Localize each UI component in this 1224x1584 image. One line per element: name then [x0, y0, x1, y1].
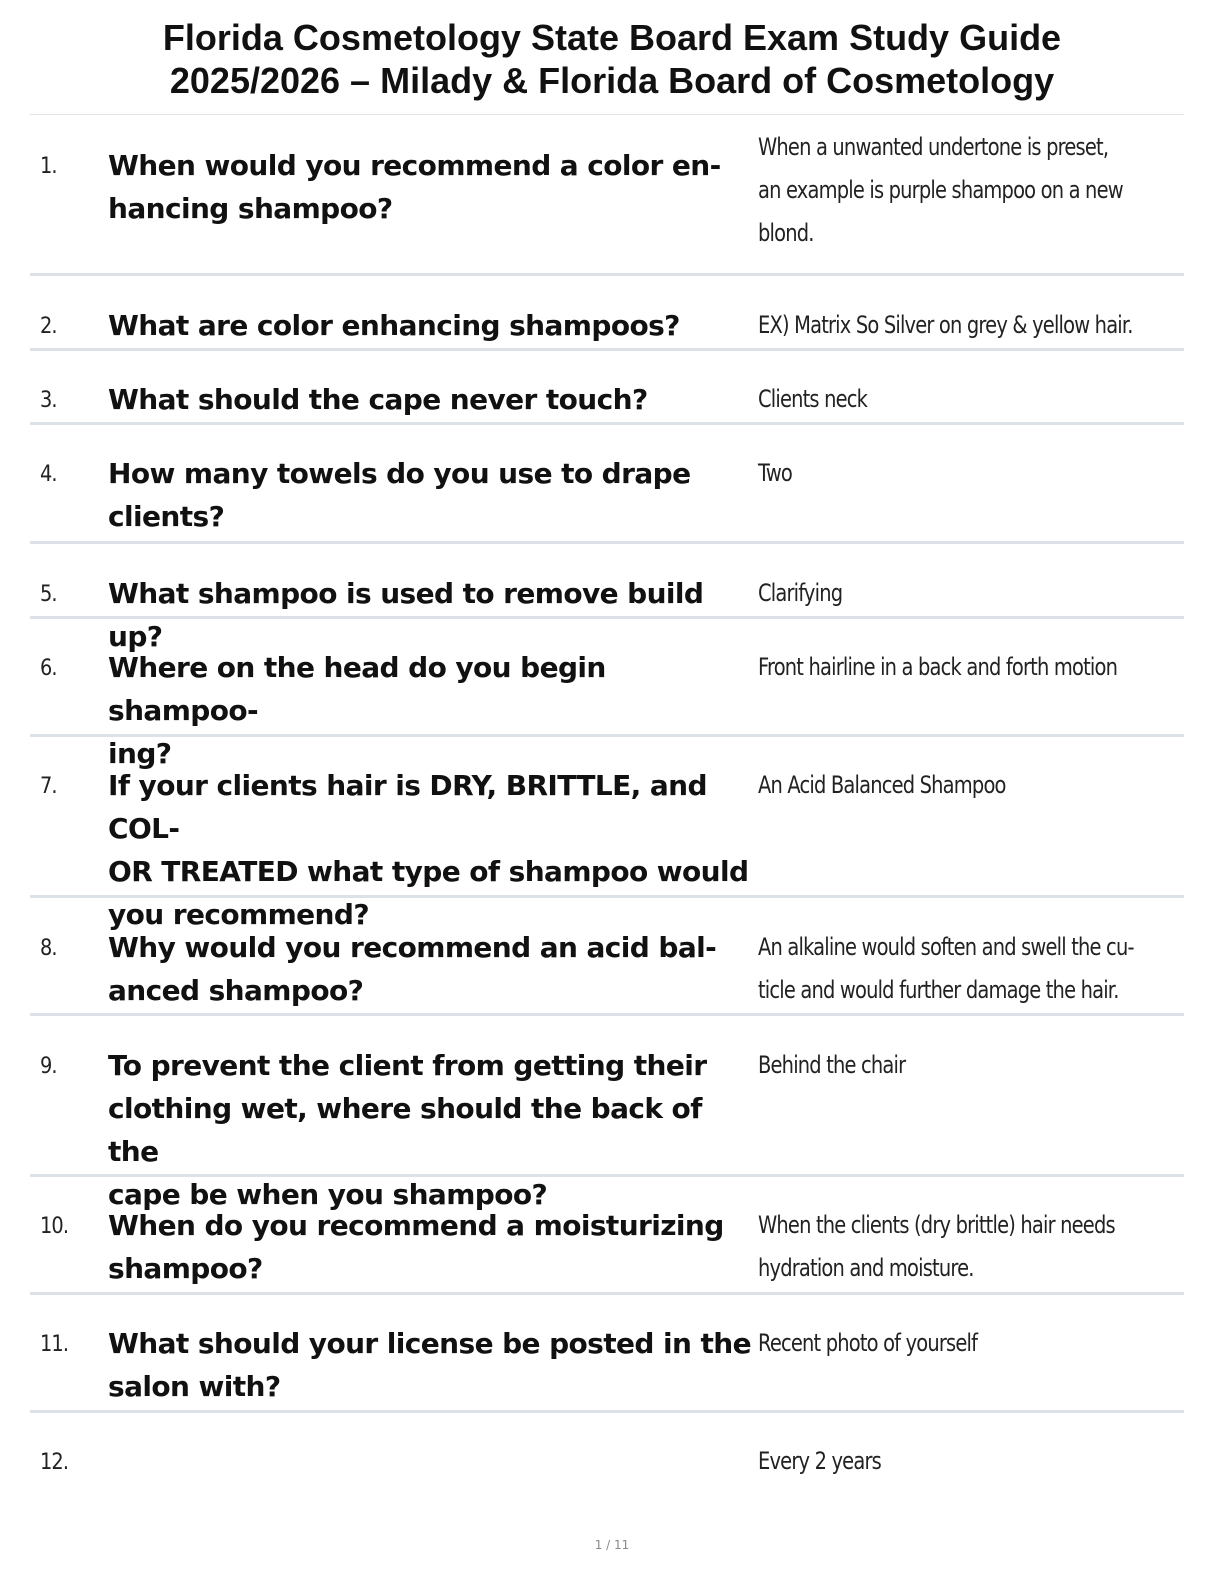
answer-text: Every 2 years	[758, 1447, 881, 1475]
question-number: 10.	[40, 1214, 69, 1239]
question-text: To prevent the client from getting their clothing wet, where should the back of the cape be when you shampoo?	[108, 1049, 707, 1211]
question-number: 3.	[40, 388, 57, 413]
row-divider	[30, 1174, 1184, 1177]
question-number: 11.	[40, 1332, 69, 1357]
question-text: Why would you recommend an acid bal- anced shampoo?	[108, 931, 717, 1007]
question-number: 7.	[40, 774, 57, 799]
title-line-2: 2025/2026 – Milady & Florida Board of Cosmetology	[169, 60, 1055, 101]
question-number: 12.	[40, 1450, 69, 1475]
question-text: What should your license be posted in the salon with?	[108, 1327, 751, 1403]
question-text: How many towels do you use to drape clients?	[108, 457, 691, 533]
answer-text: Two	[758, 459, 793, 487]
answer-text: EX) Matrix So Silver on grey & yellow hair.	[758, 311, 1133, 339]
question-text: If your clients hair is DRY, BRITTLE, and COL- OR TREATED what type of shampoo would you recommend?	[108, 769, 749, 931]
question-number: 4.	[40, 462, 57, 487]
answer-text: Recent photo of yourself	[758, 1329, 978, 1357]
row-divider	[30, 1410, 1184, 1413]
row-divider	[30, 1013, 1184, 1016]
answer-text: Clients neck	[758, 385, 868, 413]
question-number: 8.	[40, 936, 57, 961]
row-divider	[30, 734, 1184, 737]
question-number: 6.	[40, 656, 57, 681]
row-divider	[30, 1292, 1184, 1295]
answer-text: When the clients (dry brittle) hair needs hydration and moisture.	[758, 1211, 1115, 1282]
question-text: Where on the head do you begin shampoo- ing?	[108, 651, 606, 770]
question-text: When would you recommend a color en- hancing shampoo?	[108, 149, 721, 225]
answer-text: When a unwanted undertone is preset, an example is purple shampoo on a new blond.	[758, 133, 1123, 247]
question-number: 9.	[40, 1054, 57, 1079]
answer-text: Clarifying	[758, 579, 843, 607]
answer-text: Front hairline in a back and forth motion	[758, 653, 1118, 681]
question-text: What should the cape never touch?	[108, 383, 648, 416]
answer-text: An Acid Balanced Shampoo	[758, 771, 1006, 799]
row-divider	[30, 541, 1184, 544]
row-divider	[30, 422, 1184, 425]
row-divider	[30, 348, 1184, 351]
question-text: What shampoo is used to remove build up?	[108, 577, 704, 653]
answer-text: An alkaline would soften and swell the cu- ticle and would further damage the hair.	[758, 933, 1134, 1004]
row-divider	[30, 273, 1184, 276]
row-divider	[30, 616, 1184, 619]
title-line-1: Florida Cosmetology State Board Exam Study Guide	[162, 17, 1062, 58]
question-number: 1.	[40, 154, 57, 179]
qa-list	[30, 0, 1184, 1584]
question-number: 2.	[40, 314, 57, 339]
answer-text: Behind the chair	[758, 1051, 906, 1079]
question-text: When do you recommend a moisturizing shampoo?	[108, 1209, 724, 1285]
page-indicator: 1 / 11	[594, 1538, 630, 1552]
question-text: What are color enhancing shampoos?	[108, 309, 680, 342]
question-number: 5.	[40, 582, 57, 607]
row-divider	[30, 895, 1184, 898]
